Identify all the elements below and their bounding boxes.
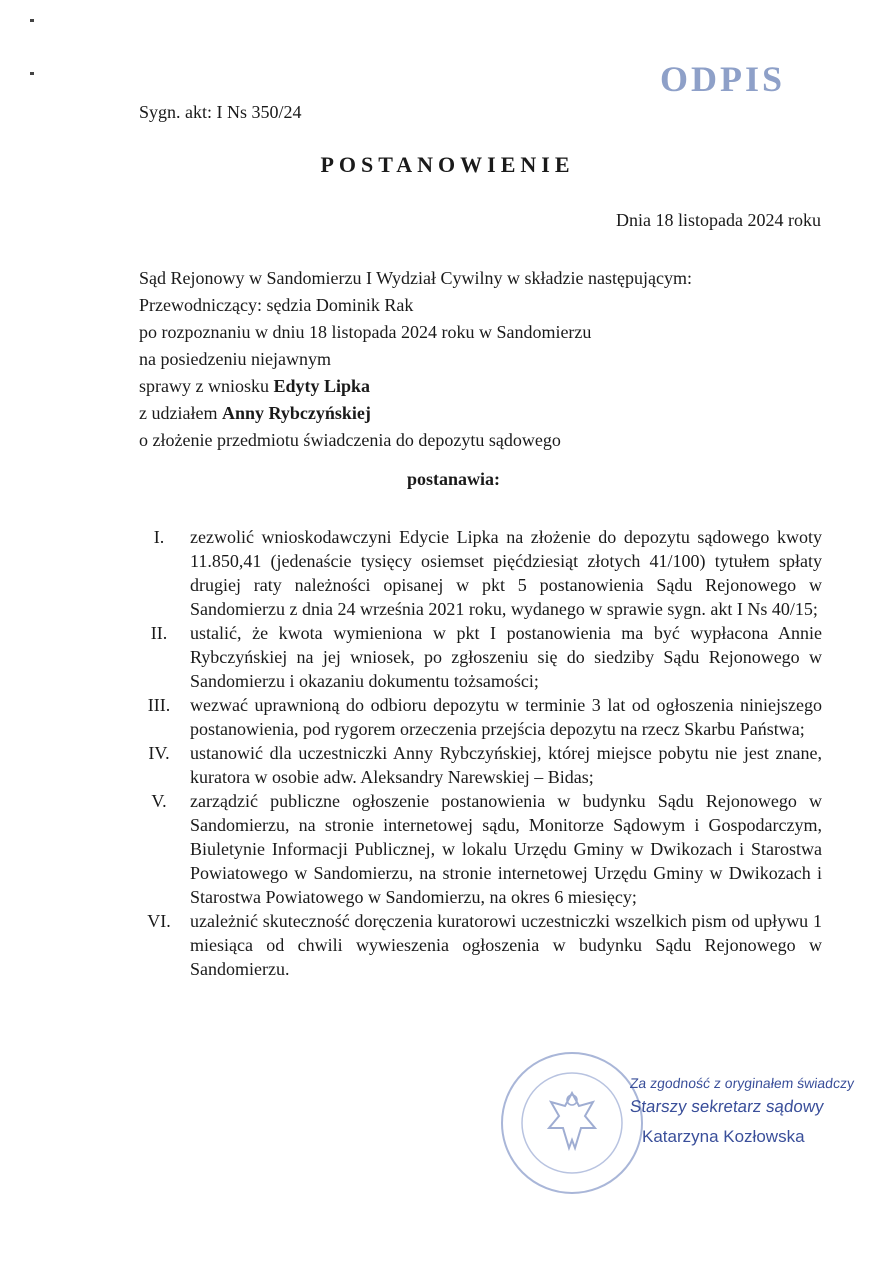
item-number: V.	[151, 791, 167, 811]
certification-line-1: Za zgodność z oryginałem świadczy	[629, 1075, 855, 1091]
case-prefix: sprawy z wniosku	[139, 376, 274, 396]
participant-prefix: z udziałem	[139, 403, 222, 423]
item-text: wezwać uprawnioną do odbioru depozytu w terminie 3 lat od ogłoszenia niniejszego postanowienia, pod rygorem orzeczenia przejścia depozytu na rzecz Skarbu Państwa;	[190, 695, 822, 739]
item-number: II.	[150, 623, 168, 643]
margin-mark	[30, 19, 34, 22]
certification-line-3: Katarzyna Kozłowska	[642, 1127, 805, 1146]
applicant-name: Edyty Lipka	[273, 376, 371, 396]
decision-item	[139, 621, 822, 693]
margin-mark	[30, 72, 34, 75]
date-line: Dnia 18 listopada 2024 roku	[616, 210, 821, 230]
item-text: zezwolić wnioskodawczyni Edycie Lipka na złożenie do depozytu sądowego kwoty 11.850,41 (jedenaście tysięcy osiemset pięćdziesiąt złotych 41/100) tytułem spłaty drugiej raty należności opisanej w pkt 5 postanowienia Sądu Rejonowego w Sandomierzu z dnia 24 września 2021 roku, wydanego w sprawie sygn. akt I Ns 40/15;	[190, 527, 822, 619]
item-number: I.	[153, 527, 165, 547]
item-text: zarządzić publiczne ogłoszenie postanowienia w budynku Sądu Rejonowego w Sandomierzu, na stronie internetowej sądu, Monitorze Sądowym i Gospodarczym, Biuletynie Informacji Publicznej, w lokalu Urzędu Gminy w Dwikozach i Starostwa Powiatowego w Sandomierzu, na stronie internetowej Urzędu Gminy w Dwikozach i Starostwa Powiatowego w Sandomierzu, na okres 6 miesięcy;	[190, 791, 822, 907]
item-text: ustanowić dla uczestniczki Anny Rybczyńskiej, której miejsce pobytu nie jest znane, kuratora w osobie adw. Aleksandry Narewskiej – Bidas;	[190, 743, 822, 787]
participant-name: Anny Rybczyńskiej	[221, 403, 371, 423]
decision-item	[139, 789, 822, 909]
item-number: IV.	[148, 743, 170, 763]
court-seal-icon	[497, 1048, 647, 1203]
presiding-line: Przewodniczący: sędzia Dominik Rak	[139, 295, 414, 315]
item-number: VI.	[147, 911, 171, 931]
session-line: na posiedzeniu niejawnym	[139, 349, 331, 369]
certification-line-2: Starszy sekretarz sądowy	[629, 1097, 825, 1116]
participant-line	[139, 400, 692, 427]
case-line	[139, 373, 692, 400]
decides-heading: postanawia:	[406, 469, 500, 489]
hearing-line: po rozpoznaniu w dniu 18 listopada 2024 roku w Sandomierzu	[139, 322, 592, 342]
subject-line: o złożenie przedmiotu świadczenia do depozytu sądowego	[139, 430, 561, 450]
decision-list	[139, 525, 822, 981]
decision-item	[139, 741, 822, 789]
decision-item	[139, 693, 822, 741]
copy-stamp: ODPIS	[660, 59, 786, 99]
decision-item	[139, 909, 822, 981]
certification-signature	[630, 1075, 854, 1147]
court-line: Sąd Rejonowy w Sandomierzu I Wydział Cywilny w składzie następującym:	[139, 268, 692, 288]
decision-item	[139, 525, 822, 621]
item-number: III.	[147, 695, 171, 715]
item-text: uzależnić skuteczność doręczenia kuratorowi uczestniczki wszelkich pism od upływu 1 miesiąca od chwili wywieszenia ogłoszenia w budynku Sądu Rejonowego w Sandomierzu.	[190, 911, 822, 979]
document-title: POSTANOWIENIE	[320, 152, 575, 177]
intro-block	[139, 265, 692, 454]
case-number: Sygn. akt: I Ns 350/24	[139, 102, 302, 122]
item-text: ustalić, że kwota wymieniona w pkt I postanowienia ma być wypłacona Annie Rybczyńskiej na jej wniosek, po zgłoszeniu się do siedziby Sądu Rejonowego w Sandomierzu i okazaniu dokumentu tożsamości;	[190, 623, 822, 691]
